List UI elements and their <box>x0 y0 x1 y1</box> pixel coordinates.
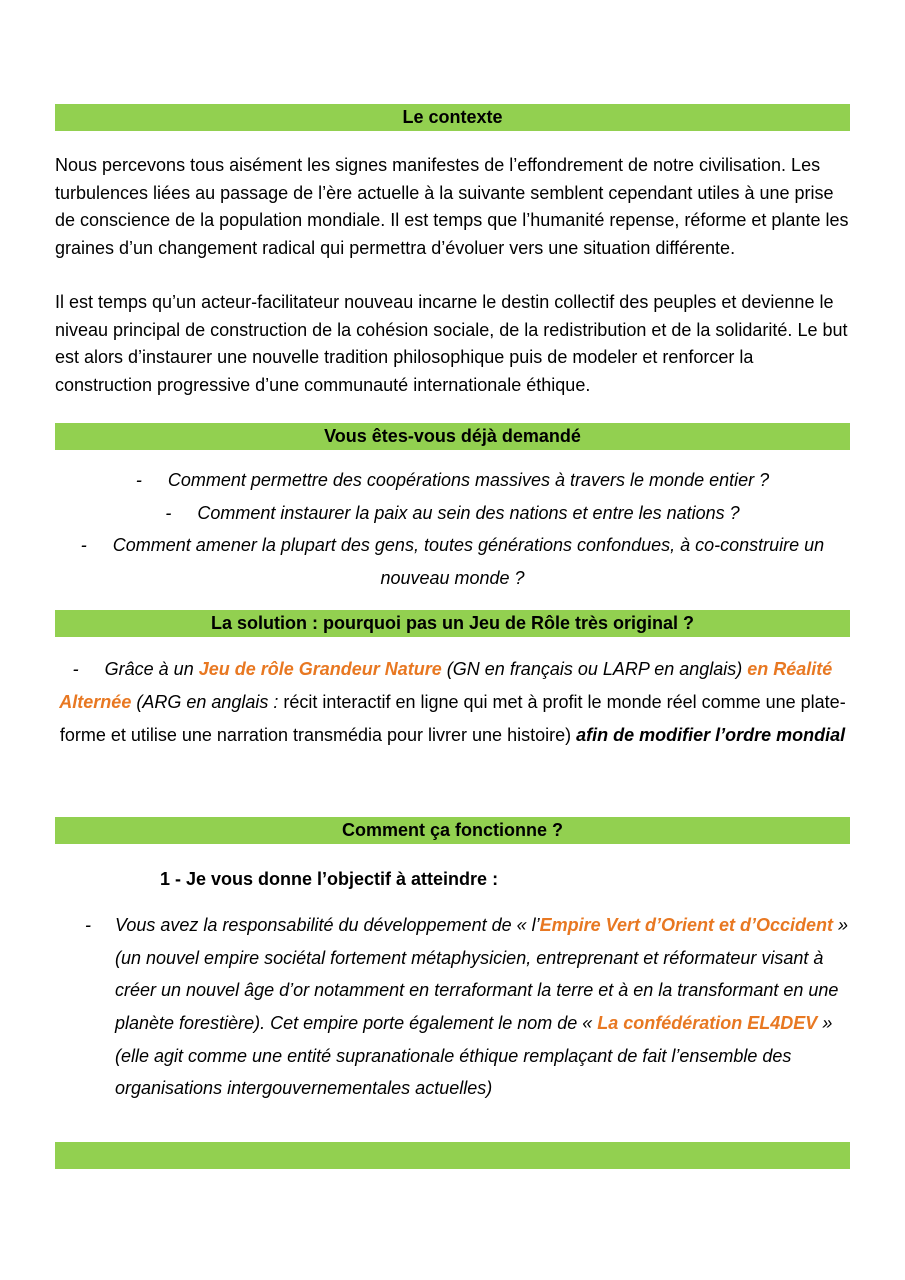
section-header-context-label: Le contexte <box>402 107 503 127</box>
section-header-context <box>55 104 850 131</box>
solution-text-gn: (GN en français ou LARP en anglais) <box>441 659 748 680</box>
solution-text-definition: récit interactif en ligne qui met à profit le monde réel comme une plate-forme et utilise une narration transmédia pour livrer une histoire) <box>59 691 846 745</box>
paragraph-context-1: Nous percevons tous aisément les signes manifestes de l’effondrement de notre civilisation. Les turbulences liées au passage de l’ère actuelle à la suivante semblent cependant utiles à une prise de conscience de la population mondiale. Il est temps que l’humanité repense, réforme et plante les graines d’un changement radical qui permettra d’évoluer vers une situation différente. <box>55 155 849 258</box>
objective-text-middle: » (un nouvel empire sociétal fortement métaphysicien, entreprenant et réformateur visant à créer un nouvel âge d’or notamment en terraformant la terre et à en la transformant en une planète forestière). Cet empire porte également le nom de « <box>115 915 849 1033</box>
section-header-questions <box>55 423 850 450</box>
objective-highlight-empire: Empire Vert d’Orient et d’Occident <box>539 915 834 936</box>
section-header-solution <box>55 610 850 637</box>
objective-highlight-confederation: La confédération EL4DEV <box>597 1012 818 1033</box>
solution-text-arg-open: (ARG en anglais : <box>131 691 284 712</box>
question-item-2-text: Comment instaurer la paix au sein des nations et entre les nations ? <box>197 502 740 523</box>
objective-paragraph <box>55 909 850 1105</box>
list-dash: - <box>85 915 91 936</box>
objective-text-intro: Vous avez la responsabilité du développement de « l’ <box>115 915 540 936</box>
objective-text-end: » (elle agit comme une entité supranationale éthique remplaçant de fait l’ensemble des organisations intergouvernementales actuelles) <box>115 1012 833 1099</box>
solution-paragraph <box>55 653 850 751</box>
question-item-1 <box>55 464 850 497</box>
section-header-solution-label: La solution : pourquoi pas un Jeu de Rôle très original ? <box>210 613 695 634</box>
solution-highlight-arg: en Réalité Alternée <box>59 659 833 712</box>
section-header-how-label: Comment ça fonctionne ? <box>341 820 563 841</box>
list-dash: - <box>80 535 87 556</box>
section-bar-partial <box>55 1142 850 1169</box>
list-dash: - <box>165 502 172 523</box>
question-item-1-text: Comment permettre des coopérations massives à travers le monde entier ? <box>167 470 770 490</box>
solution-highlight-larp: Jeu de rôle Grandeur Nature <box>198 659 442 680</box>
question-item-3-text: Comment amener la plupart des gens, toutes générations confondues, à co-construire un nouveau monde ? <box>112 535 825 588</box>
list-dash: - <box>135 470 142 490</box>
list-dash: - <box>72 659 79 680</box>
step-1-title: 1 - Je vous donne l’objectif à atteindre : <box>160 869 499 890</box>
solution-text-goal: afin de modifier l’ordre mondial <box>576 724 846 745</box>
question-item-2 <box>55 497 850 530</box>
section-header-how <box>55 817 850 844</box>
questions-list <box>55 464 850 594</box>
solution-text-intro: Grâce à un <box>104 659 199 680</box>
section-header-questions-label: Vous êtes-vous déjà demandé <box>324 426 581 446</box>
paragraph-context-2: Il est temps qu’un acteur-facilitateur nouveau incarne le destin collectif des peuples et devienne le niveau principal de construction de la cohésion sociale, de la redistribution et de la solidarité. Le but est alors d’instaurer une nouvelle tradition philosophique puis de modeler et renforcer la construction progressive d’une communauté internationale éthique. <box>55 292 848 395</box>
question-item-3 <box>55 529 850 594</box>
